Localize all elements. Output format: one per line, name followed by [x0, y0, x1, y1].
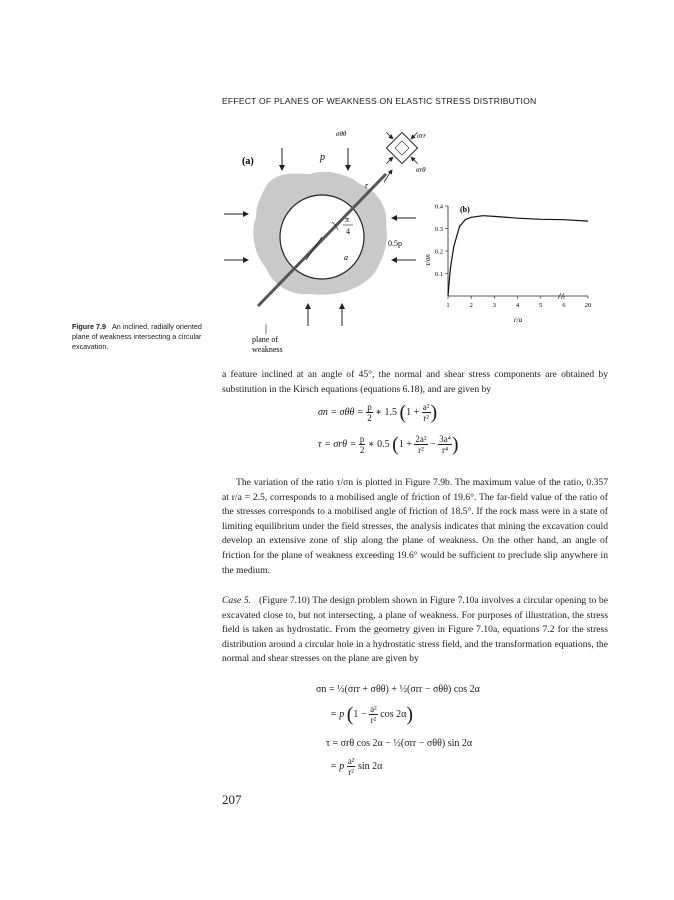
- eq2-two: 2: [359, 445, 365, 455]
- panel-a-label: (a): [242, 156, 254, 167]
- running-header: EFFECT OF PLANES OF WEAKNESS ON ELASTIC STRESS DISTRIBUTION: [222, 96, 537, 106]
- eq6-lhs: = p: [330, 760, 345, 772]
- eq4-r2: r²: [370, 715, 377, 725]
- eq2-one: 1 +: [398, 438, 412, 450]
- eq2-r2: r²: [418, 445, 424, 455]
- eq6-sin: sin 2α: [357, 760, 383, 772]
- sigma-thetatheta-label: σθθ: [336, 130, 347, 138]
- eq1-p: p: [367, 402, 372, 412]
- y-axis-label: τ/σn: [424, 254, 432, 266]
- paragraph-2: The variation of the ratio τ/σn is plotted in Figure 7.9b. The maximum value of the ratio, 0.357 at r/a = 2.5, corresponds to a mobilised angle of friction of 19.6°. The far-field value of the ratio of the stresses corresponds to a mobilised angle of friction of 18.5°. If the rock mass were in a state of limiting equilibrium under the field stresses, the analysis indicates that mining the excavation could develop an extensive zone of slip along the plane of weakness. On the other hand, an angle of friction for the plane of weakness exceeding 19.6° would be sufficient to preclude slip anywhere in the medium.: [222, 477, 608, 576]
- eq2-2a2: 2a²: [415, 434, 427, 444]
- x-tick-label: 3: [492, 302, 497, 309]
- p-label: p: [320, 152, 325, 163]
- eq4-one: 1 −: [353, 708, 367, 720]
- x-tick-label: 6: [562, 302, 566, 309]
- paragraph-3-text: (Figure 7.10) The design problem shown in Figure 7.10a involves a circular opening to be excavated close to, but not intersecting, a plane of weakness. For purposes of illustration, the stress field is taken as hydrostatic. From the geometry given in Figure 7.10a, equations 7.2 for the stress distribution around a circular hole in a hydrostatic stress field, and the transformation equations, the normal and shear stresses on the plane are given by: [222, 595, 608, 665]
- y-tick-label: 0.3: [434, 226, 443, 233]
- x-tick-label: 4: [515, 302, 520, 309]
- paragraph-3: [222, 594, 608, 667]
- page-number: 207: [222, 792, 242, 807]
- x-axis-label: r/a: [513, 316, 523, 324]
- caption-label: Figure 7.9: [72, 322, 106, 331]
- figure-7-9a: [220, 118, 426, 358]
- eq2-3a4: 3a⁴: [439, 434, 451, 444]
- panel-b-label: (b): [460, 205, 470, 214]
- a-label: a: [344, 253, 348, 262]
- half-p-label: 0.5p: [388, 239, 402, 248]
- eq2-lhs: τ = σrθ =: [318, 438, 357, 450]
- figure-7-9b-chart: [418, 196, 602, 326]
- equation-3: σn = ½(σrr + σθθ) + ½(σrr − σθθ) cos 2α: [316, 684, 480, 695]
- x-tick-label: 2: [469, 302, 473, 309]
- eq6-r2: r²: [348, 767, 354, 777]
- eq4-a2: a²: [370, 704, 377, 714]
- series-line: [448, 216, 588, 296]
- sigma-rr-label: σrr: [417, 132, 426, 140]
- caption-text: An inclined, radially oriented plane of weakness intersecting a circular excavation.: [72, 322, 202, 351]
- plane-of-label: plane of: [252, 335, 278, 344]
- eq1-lhs: σn = σθθ =: [318, 406, 364, 418]
- eq2-minus: −: [430, 438, 436, 450]
- eq4-cos: cos 2α: [380, 708, 407, 720]
- eq1-one: 1 +: [406, 406, 420, 418]
- case-label: Case 5.: [222, 595, 252, 606]
- eq2-p: p: [359, 434, 365, 444]
- equation-5: τ = σrθ cos 2α − ½(σrr − σθθ) sin 2α: [326, 738, 473, 749]
- four-label: 4: [346, 227, 350, 236]
- y-tick-label: 0.2: [434, 248, 443, 256]
- x-tick-label: 1: [446, 302, 450, 309]
- r-label: r: [365, 181, 369, 190]
- y-tick-label: 0.1: [434, 271, 443, 278]
- weakness-label: weakness: [252, 345, 283, 354]
- equation-2: τ = σrθ = $\frac{p}{2}$ ∗ 0.5 (1 + $\frac{\text{2a²}}{\text{r²}}$ − $\frac{\text{3a⁴}}{\text{r⁴}}$ ): [318, 433, 459, 456]
- eq4-lhs: = p: [330, 708, 345, 720]
- eq6-a2: a²: [347, 756, 355, 766]
- equation-1: σn = σθθ = $\frac{p}{2}$ ∗ 1.5 (1 + $\frac{\text{a²}}{\text{r²}}$ ): [318, 401, 438, 424]
- eq2-r4: r⁴: [442, 445, 449, 455]
- eq1-two: 2: [367, 413, 372, 423]
- paragraph-1: a feature inclined at an angle of 45°, the normal and shear stress components are obtained by substitution in the Kirsch equations (equations 6.18), and are given by: [222, 369, 608, 395]
- equation-4: = p (1 − $\frac{\text{a²}}{\text{r²}}$ cos 2α): [330, 703, 414, 726]
- x-tick-label: 20: [584, 302, 592, 309]
- y-tick-label: 0.4: [434, 203, 443, 211]
- eq1-a2: a²: [422, 402, 430, 412]
- equation-6: [330, 756, 382, 777]
- eq1-mid: ∗ 1.5: [375, 406, 397, 418]
- pi-label: π: [345, 215, 350, 224]
- figure-caption: [72, 322, 217, 352]
- eq2-mid: ∗ 0.5: [367, 438, 390, 450]
- x-tick-label: 5: [539, 302, 543, 309]
- sigma-rtheta-label: σrθ: [416, 166, 426, 174]
- eq1-r2: r²: [423, 413, 429, 423]
